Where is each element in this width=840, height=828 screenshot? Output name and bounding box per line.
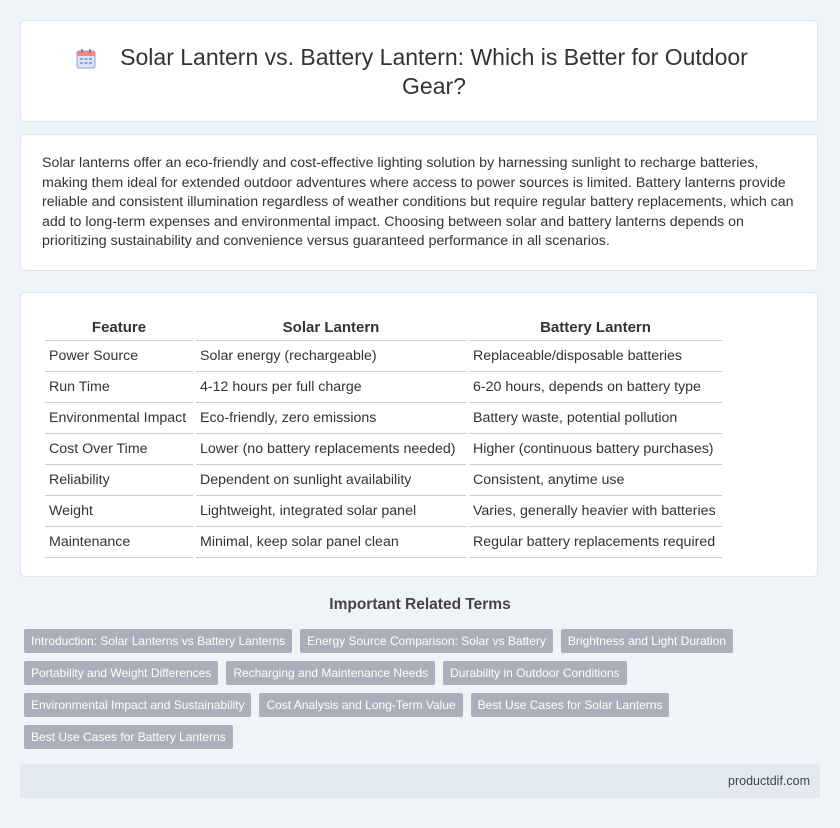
header-battery: Battery Lantern [469, 313, 722, 341]
tag-link[interactable]: Durability in Outdoor Conditions [443, 661, 626, 685]
cell-battery: 6-20 hours, depends on battery type [469, 372, 722, 403]
cell-feature: Run Time [45, 372, 193, 403]
footer [20, 764, 820, 798]
header-solar: Solar Lantern [196, 313, 466, 341]
tag-link[interactable]: Brightness and Light Duration [561, 629, 733, 653]
summary-text: Solar lanterns offer an eco-friendly and cost-effective lighting solution by harnessing sunlight to recharge batteries, making them ideal for extended outdoor adventures where access to power sources is limited. Battery lanterns provide reliable and consistent illumination regardless of weather conditions but require regular battery replacements, which can add to long-term expenses and environmental impact. Choosing between solar and battery lanterns depends on prioritizing sustainability and convenience versus guaranteed performance in all scenarios. [42, 155, 794, 249]
cell-battery: Replaceable/disposable batteries [469, 341, 722, 372]
header-card [20, 20, 818, 122]
comparison-card [20, 292, 818, 577]
table-row [45, 372, 722, 403]
cell-feature: Power Source [45, 341, 193, 372]
cell-solar: Lower (no battery replacements needed) [196, 434, 466, 465]
tag-link[interactable]: Cost Analysis and Long-Term Value [259, 693, 462, 717]
related-tags [24, 629, 814, 749]
cell-solar: Dependent on sunlight availability [196, 465, 466, 496]
cell-solar: Minimal, keep solar panel clean [196, 527, 466, 558]
table-row [45, 465, 722, 496]
tag-link[interactable]: Best Use Cases for Solar Lanterns [471, 693, 670, 717]
cell-solar: Lightweight, integrated solar panel [196, 496, 466, 527]
header-feature: Feature [45, 313, 193, 341]
cell-feature: Environmental Impact [45, 403, 193, 434]
footer-brand-link[interactable]: productdif.com [728, 774, 810, 788]
cell-battery: Higher (continuous battery purchases) [469, 434, 722, 465]
comparison-table [42, 313, 725, 558]
table-row [45, 496, 722, 527]
tag-link[interactable]: Introduction: Solar Lanterns vs Battery Lanterns [24, 629, 292, 653]
page-title: Solar Lantern vs. Battery Lantern: Which is Better for Outdoor Gear? [120, 44, 748, 99]
summary-card [20, 134, 818, 271]
cell-solar: 4-12 hours per full charge [196, 372, 466, 403]
table-row [45, 403, 722, 434]
tag-link[interactable]: Portability and Weight Differences [24, 661, 218, 685]
cell-feature: Weight [45, 496, 193, 527]
cell-feature: Cost Over Time [45, 434, 193, 465]
table-row [45, 434, 722, 465]
cell-feature: Maintenance [45, 527, 193, 558]
title-row [21, 43, 817, 101]
cell-solar: Solar energy (rechargeable) [196, 341, 466, 372]
tag-link[interactable]: Recharging and Maintenance Needs [226, 661, 435, 685]
calendar-icon [75, 48, 97, 70]
cell-battery: Regular battery replacements required [469, 527, 722, 558]
cell-battery: Battery waste, potential pollution [469, 403, 722, 434]
table-header-row [45, 313, 722, 341]
related-terms-title: Important Related Terms [329, 596, 511, 613]
tag-link[interactable]: Energy Source Comparison: Solar vs Battery [300, 629, 553, 653]
cell-battery: Consistent, anytime use [469, 465, 722, 496]
cell-solar: Eco-friendly, zero emissions [196, 403, 466, 434]
tag-link[interactable]: Environmental Impact and Sustainability [24, 693, 251, 717]
cell-battery: Varies, generally heavier with batteries [469, 496, 722, 527]
tag-link[interactable]: Best Use Cases for Battery Lanterns [24, 725, 233, 749]
cell-feature: Reliability [45, 465, 193, 496]
table-row [45, 341, 722, 372]
table-row [45, 527, 722, 558]
